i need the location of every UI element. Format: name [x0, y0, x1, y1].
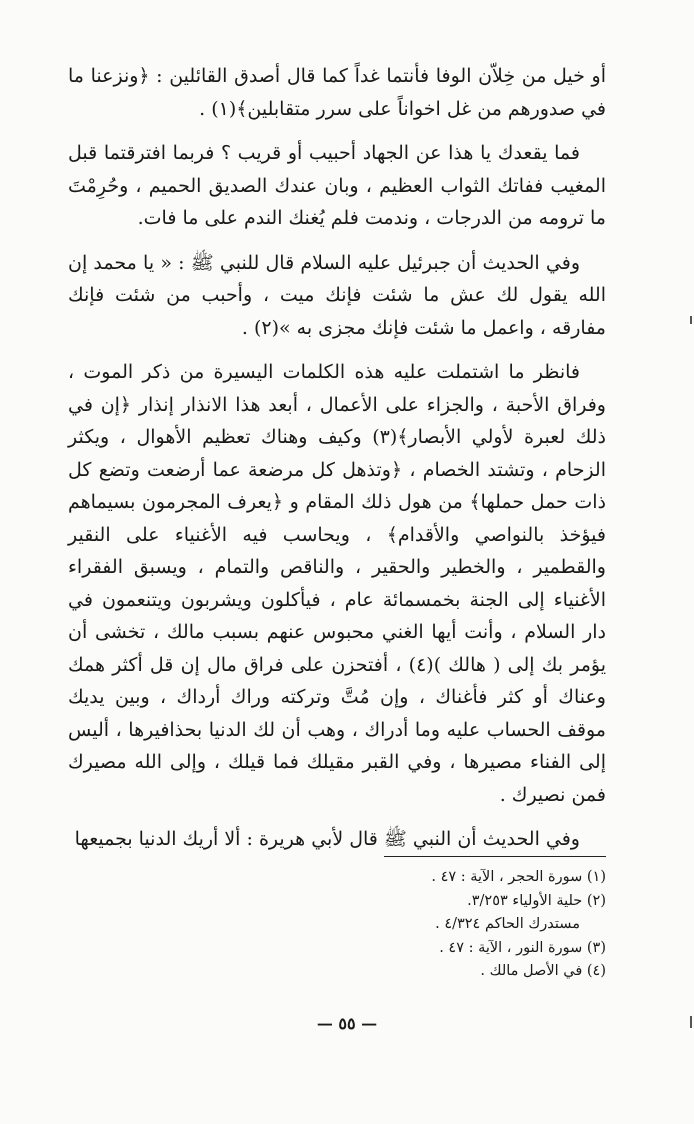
paragraph-3: وفي الحديث أن جبرئيل عليه السلام قال للنبي ﷺ : « يا محمد إن الله يقول لك عش ما شئت فإنك ميت ، وأحبب من شئت فإنك مفارقه ، واعمل ما شئت فإنك مجزى به »(٢) . — [68, 251, 606, 339]
paragraph-2: فما يقعدك يا هذا عن الجهاد أحبيب أو قريب ؟ فربما افترقتما قبل المغيب ففاتك الثواب العظيم ، وبان عندك الصديق الحميم ، وحُرِمْتَ ما ترومه من الدرجات ، وندمت فلم يُغنك الندم على ما فات. — [68, 142, 606, 229]
main-text — [68, 60, 606, 868]
footnote-separator — [384, 856, 606, 857]
footnote-2: (٢) حلية الأولياء ٣/٢٥٣. — [467, 892, 606, 909]
paragraph-4: فانظر ما اشتملت عليه هذه الكلمات اليسيرة من ذكر الموت ، وفراق الأحبة ، والجزاء على الأعمال ، أبعد هذا الانذار إنذار ﴿إن في ذلك لعبرة لأولي الأبصار﴾(٣) وكيف وهناك تعظيم الأهوال ، ويكثر الزحام ، وتشتد الخصام ، ﴿وتذهل كل مرضعة عما أرضعت وتضع كل ذات حمل حملها﴾ من هول ذلك المقام و ﴿يعرف المجرمون بسيماهم فيؤخذ بالنواصي والأقدام﴾ ، ويحاسب فيه الأغنياء على النقير والقطمير ، والخطير والحقير ، والناقص والتمام ، ويسبق الفقراء الأغنياء إلى الجنة بخمسمائة عام ، فيأكلون ويشربون ويتنعمون في دار السلام ، وأنت أيها الغني محبوس عنهم بسبب مالك ، تخشى أن يؤمر بك إلى ( هالك )(٤) ، أفتحزن على فراق مال إن قل أكثر همك وعناك أو كثر فأغناك ، وإن مُتَّ وتركته وراك أرداك ، وبين يديك موقف الحساب عليه وما أدراك ، وهب أن لك الدنيا بحذافيرها ، أليس إلى الفناء مصيرها ، وفي القبر مقيلك فما قيلك ، وإلى الله مصيرك فمن نصيرك . — [68, 361, 607, 806]
paragraph-1: أو خيل من خِلاّن الوفا فأنتما غداً كما قال أصدق القائلين : ﴿ونزعنا ما في صدورهم من غل اخواناً على سرر متقابلين﴾(١) . — [68, 65, 606, 120]
scan-edge-mark — [690, 1016, 692, 1028]
page-number: — ٥٥ — — [316, 1014, 378, 1033]
footnote-4: (٤) في الأصل مالك . — [480, 963, 606, 979]
footnotes — [276, 866, 606, 984]
scan-edge-mark — [690, 316, 692, 324]
footnote-2-continued: مستدرك الحاكم ٤/٣٢٤ . — [435, 916, 580, 932]
footnote-1: (١) سورة الحجر ، الآية : ٤٧ . — [431, 869, 606, 885]
paragraph-5: وفي الحديث أن النبي ﷺ قال لأبي هريرة : ألا أريك الدنيا بجميعها — [74, 828, 580, 850]
footnote-3: (٣) سورة النور ، الآية : ٤٧ . — [439, 939, 606, 956]
